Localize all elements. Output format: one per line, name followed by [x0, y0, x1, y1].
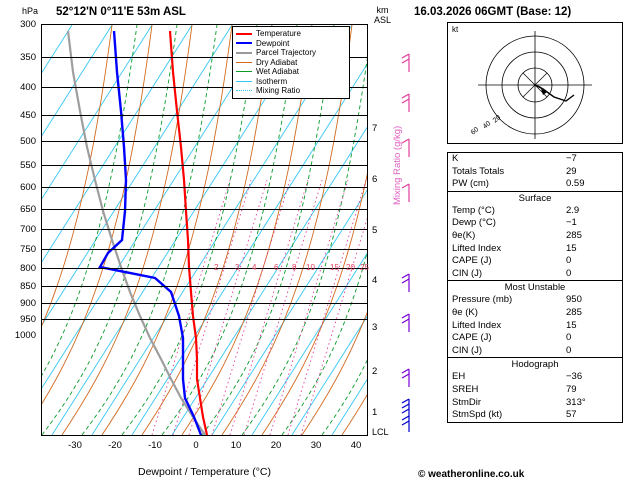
- mixing-ratio-value-25: 25: [360, 263, 369, 272]
- surface-value-theta-e: 285: [566, 229, 582, 241]
- hodo-row-stmspd: [448, 409, 622, 422]
- hodograph-ring-label-20: 20: [491, 114, 503, 125]
- pressure-tick-400: 400: [20, 82, 36, 93]
- surface-key-cin: CIN (J): [452, 267, 483, 279]
- most-unstable-header: Most Unstable: [504, 282, 566, 294]
- pressure-tick-850: 850: [20, 281, 36, 292]
- surface-row-lifted-index: [448, 243, 622, 256]
- pressure-tick-500: 500: [20, 136, 36, 147]
- km-tick-5: 5: [372, 225, 378, 236]
- surface-value-temp: 2.9: [566, 204, 580, 216]
- gridline-950: [41, 319, 368, 320]
- surface-row-cin: [448, 268, 622, 281]
- indices-table: [447, 152, 623, 423]
- copyright-credit: © weatheronline.co.uk: [418, 469, 525, 480]
- km-tick-2: 2: [372, 366, 378, 377]
- gridline-800: [41, 268, 368, 269]
- station-title: 52°12'N 0°11'E 53m ASL: [56, 6, 186, 18]
- pressure-tick-450: 450: [20, 110, 36, 121]
- km-tick-4: 4: [372, 275, 378, 286]
- unstable-key-pressure: Pressure (mb): [452, 294, 513, 306]
- hodo-row-sreh: [448, 384, 622, 397]
- legend-item-isotherm: [236, 77, 346, 87]
- hodograph-panel: [447, 22, 623, 144]
- km-tick-1: 1: [372, 407, 378, 418]
- height-axis-label: km ASL: [374, 5, 392, 25]
- hodo-value-stmdir: 313°: [566, 396, 586, 408]
- index-row-totals: [448, 166, 622, 179]
- pressure-tick-300: 300: [20, 19, 36, 30]
- legend-swatch-dewpoint: [236, 42, 252, 44]
- unstable-value-cape: 0: [566, 332, 572, 344]
- indices-hodograph-section: [448, 358, 622, 421]
- pressure-tick-700: 700: [20, 224, 36, 235]
- temp-tick--30: -30: [68, 440, 82, 451]
- legend-label-dry-adiabat: Dry Adiabat: [256, 57, 298, 67]
- km-tick-6: 6: [372, 174, 378, 185]
- surface-row-cape: [448, 255, 622, 268]
- index-value-k: −7: [566, 153, 577, 164]
- unstable-row-theta-e: [448, 307, 622, 320]
- mixing-ratio-value-3: 3: [235, 263, 240, 272]
- mixing-ratio-value-10: 10: [306, 263, 315, 272]
- temp-tick-40: 40: [350, 440, 362, 451]
- index-value-pw: 0.59: [566, 178, 585, 190]
- temp-tick-0: 0: [193, 440, 199, 451]
- gridline-450: [41, 115, 368, 116]
- unstable-value-pressure: 950: [566, 294, 582, 306]
- legend-swatch-mixing-ratio: [236, 90, 252, 91]
- surface-row-dewp: [448, 217, 622, 230]
- unstable-value-lifted-index: 15: [566, 319, 577, 331]
- unstable-value-cin: 0: [566, 344, 572, 356]
- hodo-key-stmdir: StmDir: [452, 396, 482, 408]
- gridline-600: [41, 187, 368, 188]
- gridline-700: [41, 229, 368, 230]
- mixing-ratio-value-4: 4: [252, 263, 257, 272]
- mixing-ratio-value-2: 2: [214, 263, 219, 272]
- mixing-ratio-value-8: 8: [292, 263, 297, 272]
- surface-row-temp: [448, 205, 622, 218]
- indices-surface-section: [448, 192, 622, 282]
- gridline-900: [41, 303, 368, 304]
- mixing-ratio-value-20: 20: [346, 263, 355, 272]
- pressure-tick-550: 550: [20, 160, 36, 171]
- surface-value-lifted-index: 15: [566, 242, 577, 254]
- pressure-tick-800: 800: [20, 263, 36, 274]
- temp-tick--10: -10: [148, 440, 162, 451]
- unstable-row-cape: [448, 332, 622, 345]
- surface-key-theta-e: θe(K): [452, 229, 476, 241]
- mixing-ratio-value-6: 6: [274, 263, 279, 272]
- temp-tick--20: -20: [108, 440, 122, 451]
- x-axis-title: Dewpoint / Temperature (°C): [138, 466, 271, 478]
- chart-legend: [232, 26, 350, 99]
- hodo-value-eh: −36: [566, 371, 583, 383]
- pressure-tick-350: 350: [20, 52, 36, 63]
- surface-key-lifted-index: Lifted Index: [452, 242, 502, 254]
- pressure-tick-750: 750: [20, 244, 36, 255]
- unstable-value-theta-e: 285: [566, 306, 582, 318]
- unstable-row-pressure: [448, 294, 622, 307]
- hodograph-svg: [448, 23, 622, 143]
- unstable-key-lifted-index: Lifted Index: [452, 319, 502, 331]
- hodo-row-eh: [448, 371, 622, 384]
- surface-value-cin: 0: [566, 267, 572, 279]
- unstable-key-cin: CIN (J): [452, 344, 483, 356]
- surface-key-dewp: Dewp (°C): [452, 217, 496, 229]
- legend-label-dewpoint: Dewpoint: [256, 38, 290, 48]
- hodograph-title: 16.03.2026 06GMT (Base: 12): [414, 6, 572, 18]
- legend-swatch-dry-adiabat: [236, 62, 252, 63]
- legend-label-mixing-ratio: Mixing Ratio: [256, 86, 301, 95]
- temp-tick-20: 20: [270, 440, 282, 451]
- gridline-550: [41, 165, 368, 166]
- surface-value-cape: 0: [566, 255, 572, 267]
- legend-swatch-temperature: [236, 33, 252, 35]
- temp-tick-30: 30: [310, 440, 322, 451]
- hodograph-ring-label-60: 60: [469, 126, 481, 137]
- index-row-k: [448, 153, 622, 166]
- km-tick-3: 3: [372, 322, 378, 333]
- index-key-pw: PW (cm): [452, 178, 489, 190]
- hodograph-unit-label: kt: [452, 25, 459, 34]
- gridline-850: [41, 286, 368, 287]
- gridline-500: [41, 141, 368, 142]
- hodo-row-stmdir: [448, 397, 622, 410]
- mixing-ratio-value-15: 15: [330, 263, 339, 272]
- surface-key-cape: CAPE (J): [452, 255, 492, 267]
- hodo-key-stmspd: StmSpd (kt): [452, 409, 503, 421]
- unstable-key-cape: CAPE (J): [452, 332, 492, 344]
- hodograph-ring-label-40: 40: [481, 120, 493, 131]
- hodo-key-sreh: SREH: [452, 383, 479, 395]
- index-key-k: K: [452, 153, 459, 164]
- hodograph-section-header: Hodograph: [511, 359, 559, 371]
- index-row-pw: [448, 178, 622, 191]
- surface-value-dewp: −1: [566, 217, 577, 229]
- legend-swatch-parcel: [236, 52, 252, 54]
- pressure-tick-900: 900: [20, 298, 36, 309]
- pressure-tick-650: 650: [20, 204, 36, 215]
- pressure-tick-600: 600: [20, 182, 36, 193]
- indices-most-unstable-section: [448, 281, 622, 358]
- legend-item-temperature: [236, 29, 346, 39]
- legend-swatch-isotherm: [236, 81, 252, 82]
- km-tick-7: 7: [372, 123, 378, 134]
- legend-label-parcel: Parcel Trajectory: [256, 48, 317, 57]
- mixing-ratio-axis-label: Mixing Ratio (g/kg): [392, 125, 403, 205]
- legend-item-parcel: [236, 48, 346, 58]
- unstable-row-lifted-index: [448, 320, 622, 333]
- legend-label-wet-adiabat: Wet Adiabat: [256, 67, 299, 76]
- legend-item-wet-adiabat: [236, 67, 346, 77]
- indices-top-section: [448, 153, 622, 192]
- index-key-totals: Totals Totals: [452, 165, 505, 177]
- legend-label-temperature: Temperature: [256, 29, 301, 38]
- legend-item-dewpoint: [236, 39, 346, 49]
- hodo-value-stmspd: 57: [566, 409, 577, 421]
- legend-item-mixing-ratio: [236, 86, 346, 96]
- gridline-650: [41, 209, 368, 210]
- surface-header: Surface: [518, 192, 552, 204]
- surface-row-theta-e: [448, 230, 622, 243]
- pressure-tick-1000: 1000: [14, 330, 36, 341]
- gridline-750: [41, 249, 368, 250]
- legend-item-dry-adiabat: [236, 58, 346, 68]
- lcl-label: LCL: [372, 427, 389, 437]
- hodo-value-sreh: 79: [566, 383, 577, 395]
- unstable-key-theta-e: θe (K): [452, 306, 478, 318]
- hodo-key-eh: EH: [452, 371, 466, 383]
- pressure-tick-950: 950: [20, 314, 36, 325]
- legend-swatch-wet-adiabat: [236, 71, 252, 72]
- legend-label-isotherm: Isotherm: [256, 76, 288, 86]
- wind-barb-column: [398, 24, 420, 436]
- unstable-row-cin: [448, 345, 622, 358]
- temp-tick-10: 10: [230, 440, 242, 451]
- index-value-totals: 29: [566, 165, 577, 177]
- surface-key-temp: Temp (°C): [452, 204, 495, 216]
- pressure-axis-label: hPa: [22, 6, 39, 16]
